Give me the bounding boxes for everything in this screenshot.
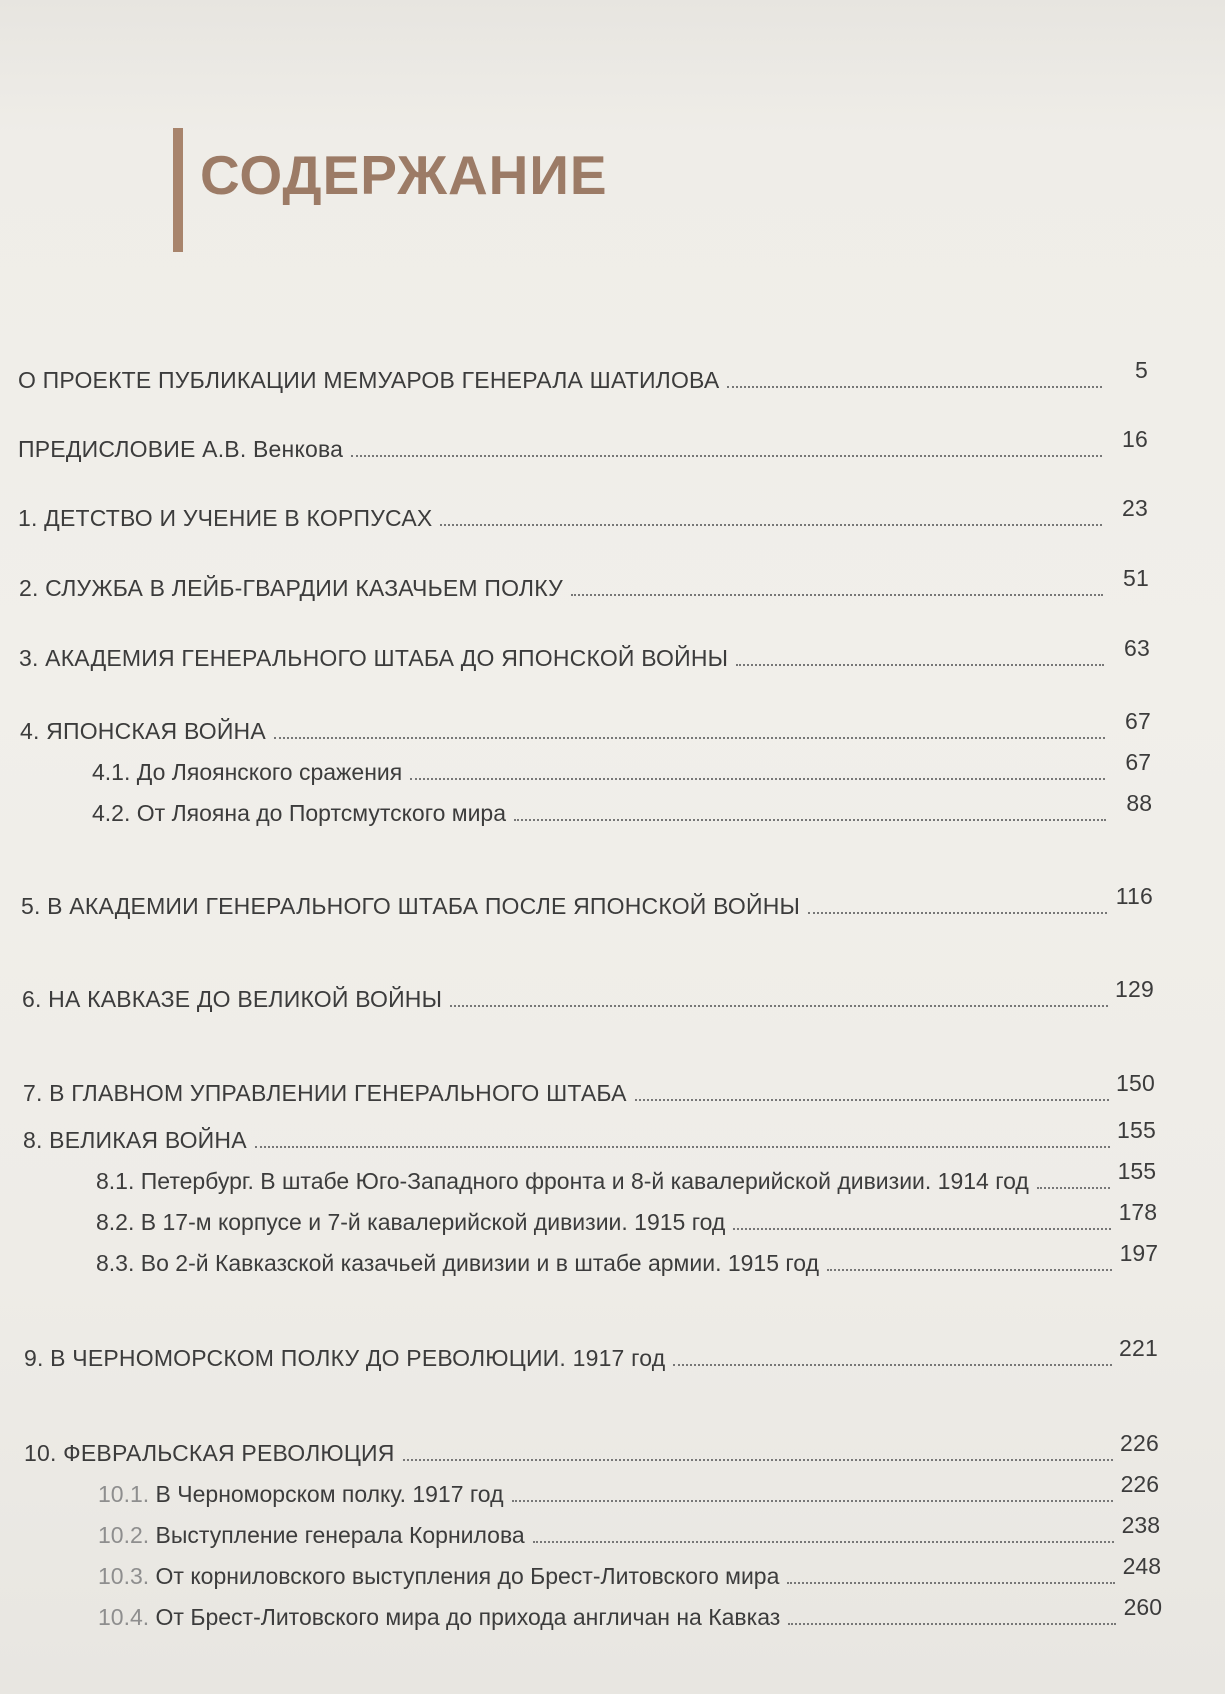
entry-number: 4.2. — [92, 800, 137, 826]
toc-subentry — [98, 1512, 1160, 1549]
toc-entry — [22, 976, 1154, 1013]
entry-page: 238 — [1121, 1512, 1160, 1538]
entry-page: 67 — [1125, 749, 1151, 775]
entry-title: ПРЕДИСЛОВИЕ А.В. Венкова — [18, 436, 344, 462]
dot-leader — [733, 1228, 1111, 1230]
entry-page: 248 — [1122, 1553, 1161, 1579]
entry-number: 5. — [21, 893, 48, 919]
toc-subentry — [98, 1553, 1161, 1590]
dot-leader — [410, 778, 1105, 780]
dot-leader — [450, 1005, 1108, 1007]
entry-title: В 17-м корпусе и 7-й кавалерийской дивизии. 1915 год — [140, 1209, 726, 1235]
dot-leader — [827, 1269, 1112, 1271]
toc-subentry — [96, 1240, 1158, 1277]
entry-page: 23 — [1122, 495, 1148, 521]
entry-number: 7. — [23, 1080, 50, 1106]
entry-title: СЛУЖБА В ЛЕЙБ-ГВАРДИИ КАЗАЧЬЕМ ПОЛКУ — [45, 575, 563, 601]
entry-page: 116 — [1115, 883, 1153, 909]
entry-number: 10.1. — [98, 1481, 156, 1507]
entry-number: 6. — [22, 986, 49, 1012]
dot-leader — [736, 664, 1104, 666]
dot-leader — [673, 1364, 1112, 1366]
toc-subentry — [92, 790, 1152, 827]
entry-title: В Черноморском полку. 1917 год — [155, 1481, 504, 1507]
toc-subentry — [96, 1199, 1157, 1236]
dot-leader — [787, 1582, 1115, 1584]
toc-entry — [19, 565, 1149, 602]
entry-number: 10.4. — [98, 1604, 156, 1630]
toc-subentry — [96, 1158, 1156, 1195]
entry-title: Выступление генерала Корнилова — [155, 1522, 525, 1548]
toc-entry — [23, 1070, 1155, 1107]
entry-title: О ПРОЕКТЕ ПУБЛИКАЦИИ МЕМУАРОВ ГЕНЕРАЛА ШАТИЛОВА — [18, 367, 720, 393]
entry-title: ЯПОНСКАЯ ВОЙНА — [46, 718, 266, 744]
entry-page: 129 — [1115, 976, 1154, 1002]
entry-page: 67 — [1125, 708, 1151, 734]
dot-leader — [808, 912, 1107, 914]
dot-leader — [635, 1099, 1109, 1101]
entry-title: До Ляоянского сражения — [136, 759, 403, 785]
entry-title: От Брест-Литовского мира до прихода англичан на Кавказ — [155, 1604, 781, 1630]
toc-entry — [20, 708, 1151, 745]
entry-number: 10.2. — [98, 1522, 156, 1548]
entry-page: 197 — [1119, 1240, 1158, 1266]
dot-leader — [788, 1623, 1116, 1625]
entry-title: ДЕТСТВО И УЧЕНИЕ В КОРПУСАХ — [44, 505, 433, 531]
toc-entry — [18, 357, 1148, 394]
page-title: СОДЕРЖАНИЕ — [200, 144, 608, 206]
entry-title: НА КАВКАЗЕ ДО ВЕЛИКОЙ ВОЙНЫ — [48, 986, 443, 1012]
entry-page: 221 — [1119, 1335, 1158, 1361]
entry-page: 260 — [1123, 1594, 1162, 1620]
entry-number: 8.3. — [96, 1250, 141, 1276]
dot-leader — [440, 524, 1102, 526]
toc-entry — [19, 635, 1150, 672]
entry-title: ВЕЛИКАЯ ВОЙНА — [49, 1127, 247, 1153]
dot-leader — [255, 1146, 1110, 1148]
entry-number: 10. — [24, 1440, 64, 1466]
toc-subentry — [98, 1471, 1159, 1508]
entry-page: 155 — [1117, 1117, 1156, 1143]
entry-page: 63 — [1124, 635, 1150, 661]
dot-leader — [351, 455, 1102, 457]
dot-leader — [512, 1500, 1113, 1502]
entry-title: В ГЛАВНОМ УПРАВЛЕНИИ ГЕНЕРАЛЬНОГО ШТАБА — [49, 1080, 627, 1106]
entry-number: 4. — [20, 718, 47, 744]
entry-number: 8.1. — [96, 1168, 141, 1194]
dot-leader — [533, 1541, 1114, 1543]
entry-page: 5 — [1135, 357, 1148, 383]
entry-page: 88 — [1126, 790, 1152, 816]
entry-title: В АКАДЕМИИ ГЕНЕРАЛЬНОГО ШТАБА ПОСЛЕ ЯПОНСКОЙ ВОЙНЫ — [47, 893, 801, 919]
toc-entry — [24, 1335, 1158, 1372]
toc-entry — [24, 1430, 1159, 1467]
entry-number: 2. — [19, 575, 46, 601]
entry-title: В ЧЕРНОМОРСКОМ ПОЛКУ ДО РЕВОЛЮЦИИ. 1917 год — [50, 1345, 666, 1371]
entry-number: 3. — [19, 645, 46, 671]
dot-leader — [571, 594, 1103, 596]
toc-entry — [23, 1117, 1156, 1154]
toc-entry — [18, 495, 1148, 532]
entry-title: ФЕВРАЛЬСКАЯ РЕВОЛЮЦИЯ — [63, 1440, 395, 1466]
entry-page: 226 — [1120, 1430, 1159, 1456]
entry-title: Во 2-й Кавказской казачьей дивизии и в штабе армии. 1915 год — [140, 1250, 819, 1276]
toc-entry — [18, 426, 1148, 463]
entry-title: Петербург. В штабе Юго-Западного фронта и 8-й кавалерийской дивизии. 1914 год — [140, 1168, 1029, 1194]
entry-title: АКАДЕМИЯ ГЕНЕРАЛЬНОГО ШТАБА ДО ЯПОНСКОЙ ВОЙНЫ — [45, 645, 729, 671]
dot-leader — [403, 1459, 1113, 1461]
title-accent-bar — [173, 128, 183, 252]
toc-subentry — [92, 749, 1151, 786]
entry-page: 150 — [1116, 1070, 1155, 1096]
entry-title: От корниловского выступления до Брест-Литовского мира — [155, 1563, 780, 1589]
dot-leader — [1037, 1187, 1110, 1189]
entry-page: 16 — [1122, 426, 1148, 452]
entry-number: 10.3. — [98, 1563, 156, 1589]
entry-number: 1. — [18, 505, 45, 531]
entry-number: 8. — [23, 1127, 50, 1153]
entry-page: 155 — [1117, 1158, 1156, 1184]
entry-number: 8.2. — [96, 1209, 141, 1235]
dot-leader — [727, 386, 1102, 388]
entry-page: 226 — [1120, 1471, 1159, 1497]
entry-number: 4.1. — [92, 759, 137, 785]
entry-number: 9. — [24, 1345, 51, 1371]
dot-leader — [514, 819, 1106, 821]
toc-entry — [21, 883, 1153, 920]
entry-page: 51 — [1123, 565, 1149, 591]
dot-leader — [274, 737, 1105, 739]
entry-title: От Ляояна до Портсмутского мира — [136, 800, 507, 826]
toc-subentry — [98, 1594, 1162, 1631]
entry-page: 178 — [1118, 1199, 1157, 1225]
